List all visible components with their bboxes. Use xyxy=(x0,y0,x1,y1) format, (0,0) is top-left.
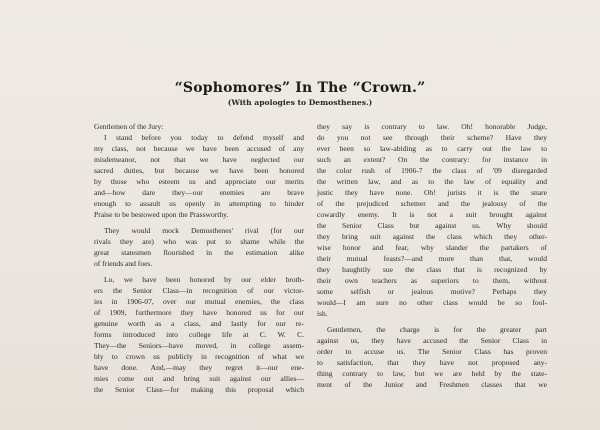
text-line: of the prejudiced schemer and the jealousy of the xyxy=(317,199,547,208)
text-line: ever been so law-abiding as to carry out the law to xyxy=(317,144,547,153)
article-subtitle: (With apologies to Demosthenes.) xyxy=(227,98,373,107)
text-line: thing contrary to law, but we are held by the state- xyxy=(317,369,547,378)
text-line: They—the Seniors—have moved, in college assem- xyxy=(94,341,304,350)
text-line: Praise to be bestowed upon the Prassworthy. xyxy=(94,210,229,219)
text-line: ers the Senior Class—in recognition of our victor- xyxy=(94,286,304,295)
text-line: such an extent? On the contrary: for instance in xyxy=(317,155,547,164)
text-line: do you not see through their scheme? Have they xyxy=(317,133,547,142)
text-line: Lo, we have been honored by our elder broth- xyxy=(104,275,304,284)
text-line: They would mock Demosthenes' rival (for our xyxy=(104,226,304,235)
text-line: justic they have none. Oh! jurists it is the snare xyxy=(317,188,547,197)
text-line: mies come out and bring suit against our allies— xyxy=(94,374,304,383)
text-line: misdemeanor, not that we have neglected our xyxy=(94,155,304,164)
text-line: some selfish or jealous motive? Perhaps they xyxy=(317,287,547,296)
text-line: bly to crown us publicly in recognition of what we xyxy=(94,352,304,361)
text-line: enough to assault us openly in attempting to hinder xyxy=(94,199,304,208)
article-title: “Sophomores” In The “Crown.” xyxy=(174,80,426,96)
text-line: sacred duties, but because we have been honored xyxy=(94,166,304,175)
right-text-column xyxy=(317,121,547,390)
text-line: rivals they are) who was put to shame while the xyxy=(94,237,304,246)
text-line: their own teachers as superiors to them, without xyxy=(317,276,547,285)
text-line: by those who esteem us and appreciate our merits xyxy=(94,177,304,186)
text-line: my class, not because we have been accused of any xyxy=(94,144,304,153)
text-line: they bring suit against the class which they other- xyxy=(317,232,547,241)
text-line: against us, they have accused the Senior Class in xyxy=(317,336,547,345)
text-line: their mutual feasts?—and more than that, would xyxy=(317,254,547,263)
text-line: of friends and foes. xyxy=(94,259,153,268)
text-line: have done. And,—may they regret it—our ene- xyxy=(94,363,304,372)
text-line: of 1909, furthermore they have honored us for our xyxy=(94,308,304,317)
text-line: genuine worth as a class, and lastly for our re- xyxy=(94,319,304,328)
left-text-column xyxy=(94,121,304,395)
text-line: I stand before you today to defend myself and xyxy=(104,133,304,142)
text-line: order to accuse us. The Senior Class has proven xyxy=(317,347,547,356)
text-line: cowardly enemy. It is not a suit brought against xyxy=(317,210,547,219)
text-line: great statesmen flourished in the estimation alike xyxy=(94,248,304,257)
text-line: would—I am sure no other class would be so fool- xyxy=(317,298,547,307)
text-line: the written law, and as to the law of equality and xyxy=(317,177,547,186)
text-line: Gentlemen, the charge is for the greater part xyxy=(327,325,547,334)
text-line: forms introduced into college life at C. W. C. xyxy=(94,330,304,339)
text-line: ies in 1906-07, over our mutual enemies, the class xyxy=(94,297,304,306)
text-line: ish. xyxy=(317,309,328,318)
text-line: and—how dare they—our enemies are brave xyxy=(94,188,304,197)
text-line: they haughtily sue the class that is recognized by xyxy=(317,265,547,274)
text-line: wise honor and fear, why slander the partakers of xyxy=(317,243,547,252)
text-line: to satisfaction, that they have not proposed any- xyxy=(317,358,547,367)
text-line: the Senior Class—for making this proposal which xyxy=(94,385,304,394)
text-line: the color rush of 1906-7 the class of '09 disregarded xyxy=(317,166,547,175)
text-line: they say is contrary to law. Oh! honorable Judge, xyxy=(317,122,547,131)
text-line: ment of the Junior and Freshmen classes that we xyxy=(317,380,547,389)
text-line: the Senior Class but against us. Why should xyxy=(317,221,547,230)
text-line: Gentlemen of the Jury: xyxy=(94,122,164,131)
